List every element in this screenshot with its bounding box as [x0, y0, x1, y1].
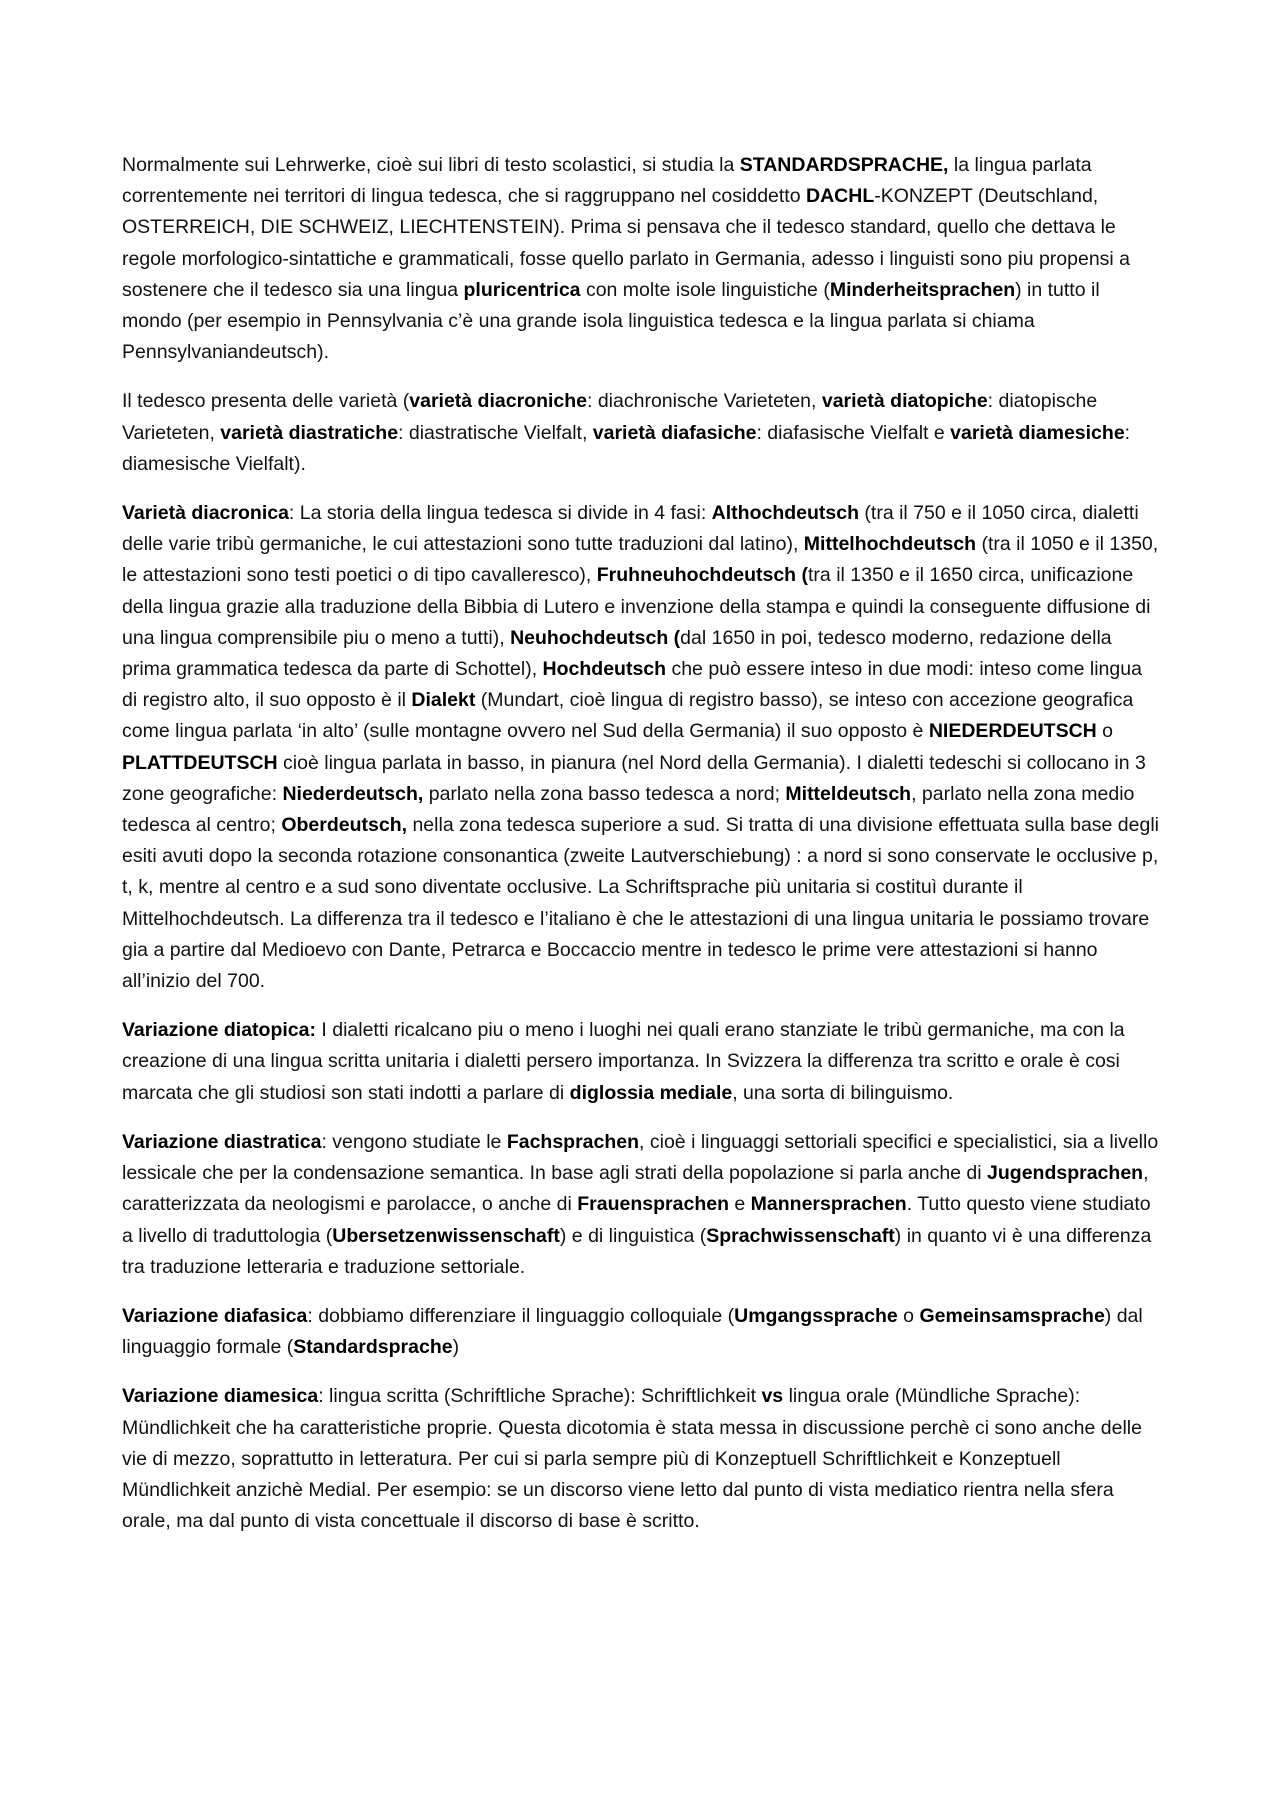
- text-run: ): [452, 1336, 460, 1359]
- text-run: ) e di linguistica (: [559, 1224, 707, 1247]
- bold-term: varietà diafasiche: [592, 421, 757, 444]
- bold-term: Variazione diamesica: [122, 1385, 319, 1408]
- text-run: (tra il 1050 e il 1350, le attestazioni sono testi poetici o di tipo cavalleresco),: [122, 533, 1159, 587]
- text-run: : diamesische Vielfalt).: [122, 421, 1131, 475]
- bold-term: Dialekt: [411, 689, 476, 712]
- text-run: con molte isole linguistiche (: [580, 278, 830, 301]
- bold-term: Sprachwissenschaft: [706, 1224, 895, 1247]
- bold-term: Mitteldeutsch: [785, 782, 912, 805]
- bold-term: STANDARDSPRACHE,: [739, 154, 949, 176]
- bold-term: Frauensprachen: [577, 1193, 729, 1216]
- bold-term: Variazione diatopica:: [122, 1019, 316, 1042]
- text-run: che può essere inteso in due modi: inteso come lingua di registro alto, il suo opposto è il: [122, 658, 1142, 712]
- text-run: Normalmente sui Lehrwerke, cioè sui libri di testo scolastici, si studia la: [122, 154, 740, 176]
- bold-term: Umgangssprache: [734, 1304, 898, 1327]
- text-run: , caratterizzata da neologismi e parolacce, o anche di: [122, 1162, 1149, 1216]
- text-run: parlato nella zona basso tedesca a nord;: [423, 782, 786, 805]
- text-run: : lingua scritta (Schriftliche Sprache): Schriftlichkeit: [318, 1385, 762, 1408]
- paragraph: [122, 386, 1160, 480]
- bold-term: Althochdeutsch: [711, 502, 860, 525]
- text-run: : La storia della lingua tedesca si divide in 4 fasi:: [288, 502, 712, 525]
- bold-term: NIEDERDEUTSCH: [928, 720, 1097, 743]
- bold-term: varietà diacroniche: [409, 390, 587, 413]
- paragraph: [122, 150, 1160, 368]
- text-run: o: [1096, 720, 1114, 743]
- text-run: : diafasische Vielfalt e: [756, 421, 951, 444]
- paragraph: [122, 1127, 1160, 1283]
- text-run: , una sorta di bilinguismo.: [732, 1081, 954, 1104]
- text-run: , cioè i linguaggi settoriali specifici e specialistici, sia a livello lessicale che per la condensazione semantica. In base agli strati della popolazione si parla anche di: [122, 1130, 1159, 1185]
- bold-term: Gemeinsamsprache: [919, 1304, 1105, 1327]
- bold-term: Ubersetzenwissenschaft: [332, 1224, 560, 1247]
- text-run: . Tutto questo viene studiato a livello di traduttologia (: [122, 1193, 1151, 1247]
- text-run: nella zona tedesca superiore a sud. Si tratta di una divisione effettuata sulla base degli esiti avuti dopo la seconda rotazione consonantica (zweite Lautverschiebung) : a nord si sono conservate le occlusive p, t, k, mentre al centro e a sud sono diventate occlusive. La Schriftsprache più unitaria si costituì durante il Mittelhochdeutsch. La differenza tra il tedesco e l’italiano è che le attestazioni di una lingua unitaria le possiamo trovare gia a partire dal Medioevo con Dante, Petrarca e Boccaccio mentre in tedesco le prime vere attestazioni si hanno all’inizio del 700.: [122, 814, 1160, 993]
- bold-term: Niederdeutsch,: [282, 782, 424, 805]
- text-run: (tra il 750 e il 1050 circa, dialetti delle varie tribù germaniche, le cui attestazioni sono tutte traduzioni dal latino),: [122, 502, 1139, 556]
- text-run: : diastratische Vielfalt,: [398, 421, 593, 444]
- text-run: : dobbiamo differenziare il linguaggio colloquiale (: [307, 1304, 735, 1327]
- bold-term: Mannersprachen: [750, 1193, 907, 1216]
- bold-term: Variazione diafasica: [122, 1304, 308, 1327]
- text-run: dal 1650 in poi, tedesco moderno, redazione della prima grammatica tedesca da parte di Schottel),: [122, 626, 1112, 681]
- bold-term: Neuhochdeutsch (: [510, 626, 681, 649]
- bold-term: DACHL: [806, 185, 875, 208]
- text-run: tra il 1350 e il 1650 circa, unificazione della lingua grazie alla traduzione della Bibbia di Lutero e invenzione della stampa e quindi la conseguente diffusione di una lingua comprensibile piu o meno a tutti),: [122, 564, 1151, 649]
- bold-term: Hochdeutsch: [542, 658, 667, 681]
- text-run: -KONZEPT (Deutschland, OSTERREICH, DIE SCHWEIZ, LIECHTENSTEIN). Prima si pensava che il tedesco standard, quello che dettava le regole morfologico-sintattiche e grammaticali, fosse quello parlato in Germania, adesso i linguisti sono piu propensi a sostenere che il tedesco sia una lingua: [122, 185, 1131, 301]
- bold-term: vs: [761, 1385, 784, 1408]
- bold-term: Fachsprachen: [506, 1130, 640, 1153]
- bold-term: Mittelhochdeutsch: [803, 533, 977, 556]
- bold-term: varietà diastratiche: [220, 421, 399, 444]
- text-run: ) in quanto vi è una differenza tra traduzione letteraria e traduzione settoriale.: [122, 1224, 1152, 1278]
- paragraph: [122, 1381, 1160, 1537]
- paragraph: [122, 498, 1160, 997]
- text-run: Il tedesco presenta delle varietà (: [122, 390, 410, 413]
- bold-term: varietà diatopiche: [821, 390, 988, 413]
- bold-term: Jugendsprachen: [987, 1162, 1144, 1185]
- bold-term: PLATTDEUTSCH: [122, 751, 278, 774]
- paragraph: [122, 1301, 1160, 1363]
- paragraph: [122, 1015, 1160, 1109]
- bold-term: pluricentrica: [463, 278, 581, 301]
- text-run: ) dal linguaggio formale (: [122, 1304, 1143, 1359]
- text-run: : diachronische Varieteten,: [587, 390, 822, 413]
- text-run: la lingua parlata correntemente nei territori di lingua tedesca, che si raggruppano nel cosiddetto: [122, 154, 1092, 208]
- bold-term: Minderheitsprachen: [829, 278, 1016, 301]
- bold-term: varietà diamesiche: [950, 421, 1125, 444]
- text-run: o: [897, 1304, 920, 1327]
- text-run: , parlato nella zona medio tedesca al centro;: [122, 782, 1135, 837]
- bold-term: Variazione diastratica: [122, 1130, 322, 1153]
- text-run: : vengono studiate le: [321, 1130, 507, 1153]
- text-run: I dialetti ricalcano piu o meno i luoghi nei quali erano stanziate le tribù germaniche, ma con la creazione di una lingua scritta unitaria i dialetti persero importanza. In Svizzera la differenza tra scritto e orale è cosi marcata che gli studiosi son stati indotti a parlare di: [122, 1019, 1125, 1104]
- bold-term: Fruhneuhochdeutsch (: [596, 564, 809, 587]
- text-run: cioè lingua parlata in basso, in pianura (nel Nord della Germania). I dialetti tedeschi si collocano in 3 zone geografiche:: [122, 751, 1146, 805]
- bold-term: Oberdeutsch,: [281, 814, 408, 837]
- bold-term: Varietà diacronica: [122, 502, 289, 525]
- bold-term: diglossia mediale: [569, 1081, 733, 1104]
- text-run: lingua orale (Mündliche Sprache): Mündlichkeit che ha caratteristiche proprie. Questa dicotomia è stata messa in discussione perchè ci sono anche delle vie di mezzo, soprattutto in letteratura. Per cui si parla sempre più di Konzeptuell Schriftlichkeit e Konzeptuell Mündlichkeit anzichè Medial. Per esempio: se un discorso viene letto dal punto di vista mediatico rientra nella sfera orale, ma dal punto di vista concettuale il discorso di base è scritto.: [122, 1385, 1142, 1533]
- document-body: [122, 150, 1160, 1537]
- text-run: (Mundart, cioè lingua di registro basso), se inteso con accezione geografica come lingua parlata ‘in alto’ (sulle montagne ovvero nel Sud della Germania) il suo opposto è: [122, 689, 1134, 743]
- text-run: ) in tutto il mondo (per esempio in Pennsylvania c’è una grande isola linguistica tedesca e la lingua parlata si chiama Pennsylvaniandeutsch).: [122, 278, 1100, 364]
- text-run: e: [728, 1193, 751, 1216]
- bold-term: Standardsprache: [293, 1336, 453, 1359]
- text-run: : diatopische Varieteten,: [122, 390, 1098, 444]
